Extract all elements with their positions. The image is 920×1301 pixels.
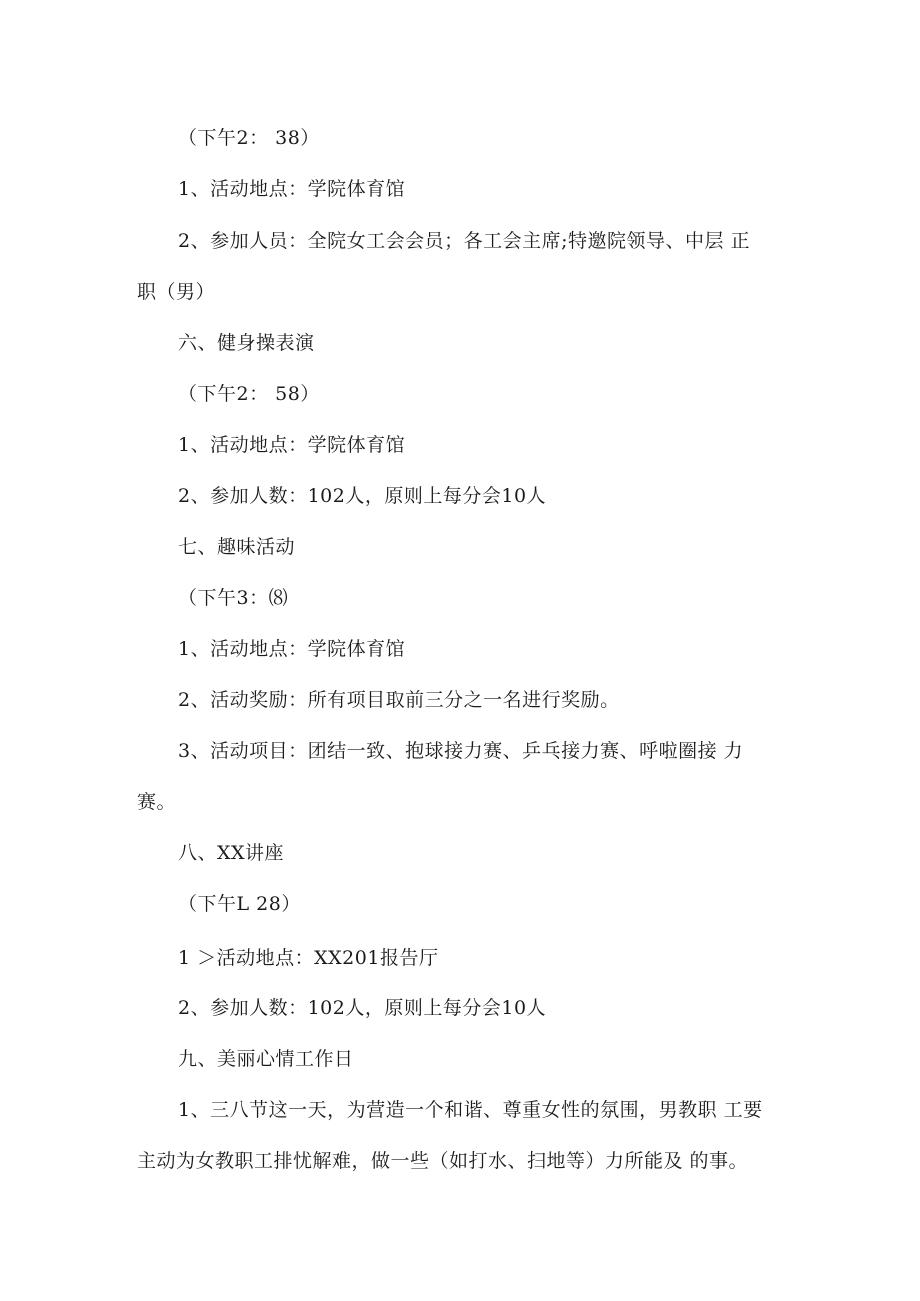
list-item-venue-7: 1、活动地点：学院体育馆 [178, 638, 406, 660]
list-item-reward-7: 2、活动奖励：所有项目取前三分之一名进行奖励。 [178, 689, 620, 711]
list-item-venue-8: 1 ＞活动地点：XX201报告厅 [178, 947, 439, 969]
list-item-participants-1: 2、参加人员：全院女工会会员；各工会主席;特邀院领导、中层 正 [178, 230, 751, 252]
list-item-events-7: 3、活动项目：团结一致、抱球接力赛、乒乓接力赛、呼啦圈接 力 [178, 740, 744, 762]
paragraph-9-line-1: 1、三八节这一天，为营造一个和谐、尊重女性的氛围，男教职 工要 [178, 1099, 763, 1121]
list-item-count-6: 2、参加人数：102人，原则上每分会10人 [178, 485, 547, 507]
time-note-8: （下午L 28） [178, 893, 301, 915]
list-item-events-7-cont: 赛。 [137, 791, 177, 813]
paragraph-9-line-2: 主动为女教职工排忧解难，做一些（如打水、扫地等）力所能及 的事。 [137, 1150, 749, 1172]
time-note-1: （下午2： 38） [178, 127, 320, 149]
list-item-participants-1-cont: 职（男） [137, 281, 216, 303]
list-item-count-8: 2、参加人数：102人，原则上每分会10人 [178, 997, 547, 1019]
section-heading-6: 六、健身操表演 [178, 332, 315, 354]
section-heading-9: 九、美丽心情工作日 [178, 1048, 354, 1070]
section-heading-7: 七、趣味活动 [178, 536, 296, 558]
section-heading-8: 八、XX讲座 [178, 842, 285, 864]
list-item-venue-6: 1、活动地点：学院体育馆 [178, 434, 406, 456]
time-note-6: （下午2： 58） [178, 383, 320, 405]
list-item-venue-1: 1、活动地点：学院体育馆 [178, 178, 406, 200]
time-note-7: （下午3：⑻ [178, 587, 289, 609]
